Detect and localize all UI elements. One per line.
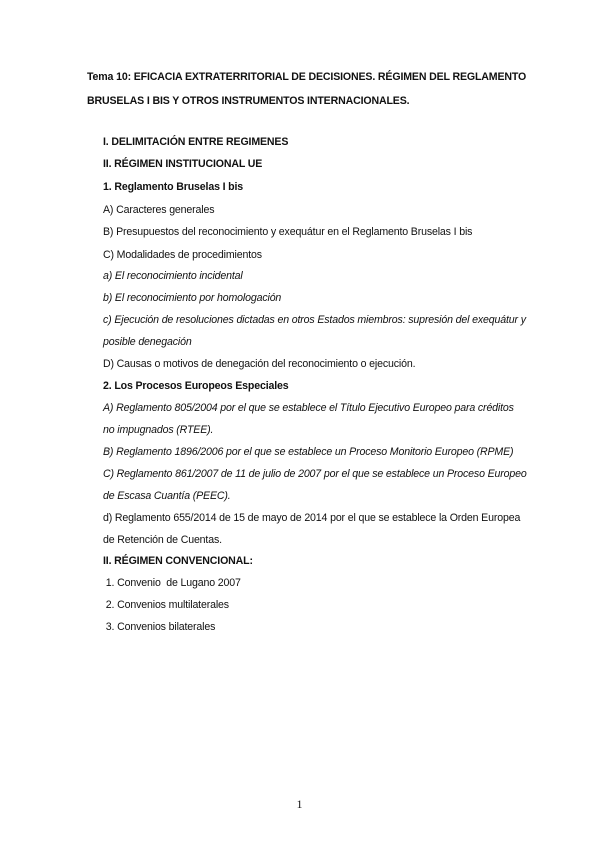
outline-item-continued: de Retención de Cuentas.: [103, 534, 222, 546]
outline-item: B) Presupuestos del reconocimiento y exequátur en el Reglamento Bruselas I bis: [103, 226, 473, 238]
title-line-2: BRUSELAS I BIS Y OTROS INSTRUMENTOS INTERNACIONALES.: [87, 95, 410, 107]
outline-item: 3. Convenios bilaterales: [103, 621, 216, 633]
outline-item: D) Causas o motivos de denegación del reconocimiento o ejecución.: [103, 358, 416, 370]
outline-item: C) Modalidades de procedimientos: [103, 249, 262, 261]
section-heading: II. RÉGIMEN INSTITUCIONAL UE: [103, 158, 263, 170]
outline-item-continued: posible denegación: [103, 336, 192, 348]
section-heading: I. DELIMITACIÓN ENTRE REGIMENES: [103, 136, 289, 148]
document-title: [87, 65, 527, 113]
title-line-1: Tema 10: EFICACIA EXTRATERRITORIAL DE DECISIONES. RÉGIMEN DEL REGLAMENTO: [87, 71, 527, 83]
subsection-heading: 2. Los Procesos Europeos Especiales: [103, 380, 289, 392]
outline-item: d) Reglamento 655/2014 de 15 de mayo de 2014 por el que se establece la Orden Europea: [103, 512, 521, 524]
outline-item: a) El reconocimiento incidental: [103, 270, 243, 282]
outline-item-continued: de Escasa Cuantía (PEEC).: [103, 490, 231, 502]
outline-item: A) Reglamento 805/2004 por el que se establece el Título Ejecutivo Europeo para créditos: [103, 402, 514, 414]
section-heading: II. RÉGIMEN CONVENCIONAL:: [103, 555, 253, 567]
outline-item: c) Ejecución de resoluciones dictadas en otros Estados miembros: supresión del exequátur y: [103, 314, 526, 326]
outline-item: b) El reconocimiento por homologación: [103, 292, 282, 304]
outline-item: B) Reglamento 1896/2006 por el que se establece un Proceso Monitorio Europeo (RPME): [103, 446, 514, 458]
outline-item: 2. Convenios multilaterales: [103, 599, 229, 611]
outline-item: 1. Convenio de Lugano 2007: [103, 577, 241, 589]
outline-item: A) Caracteres generales: [103, 204, 215, 216]
subsection-heading: 1. Reglamento Bruselas I bis: [103, 181, 244, 193]
outline-item: C) Reglamento 861/2007 de 11 de julio de 2007 por el que se establece un Proceso Europeo: [103, 468, 527, 480]
outline-item-continued: no impugnados (RTEE).: [103, 424, 214, 436]
page-number: 1: [296, 797, 303, 811]
